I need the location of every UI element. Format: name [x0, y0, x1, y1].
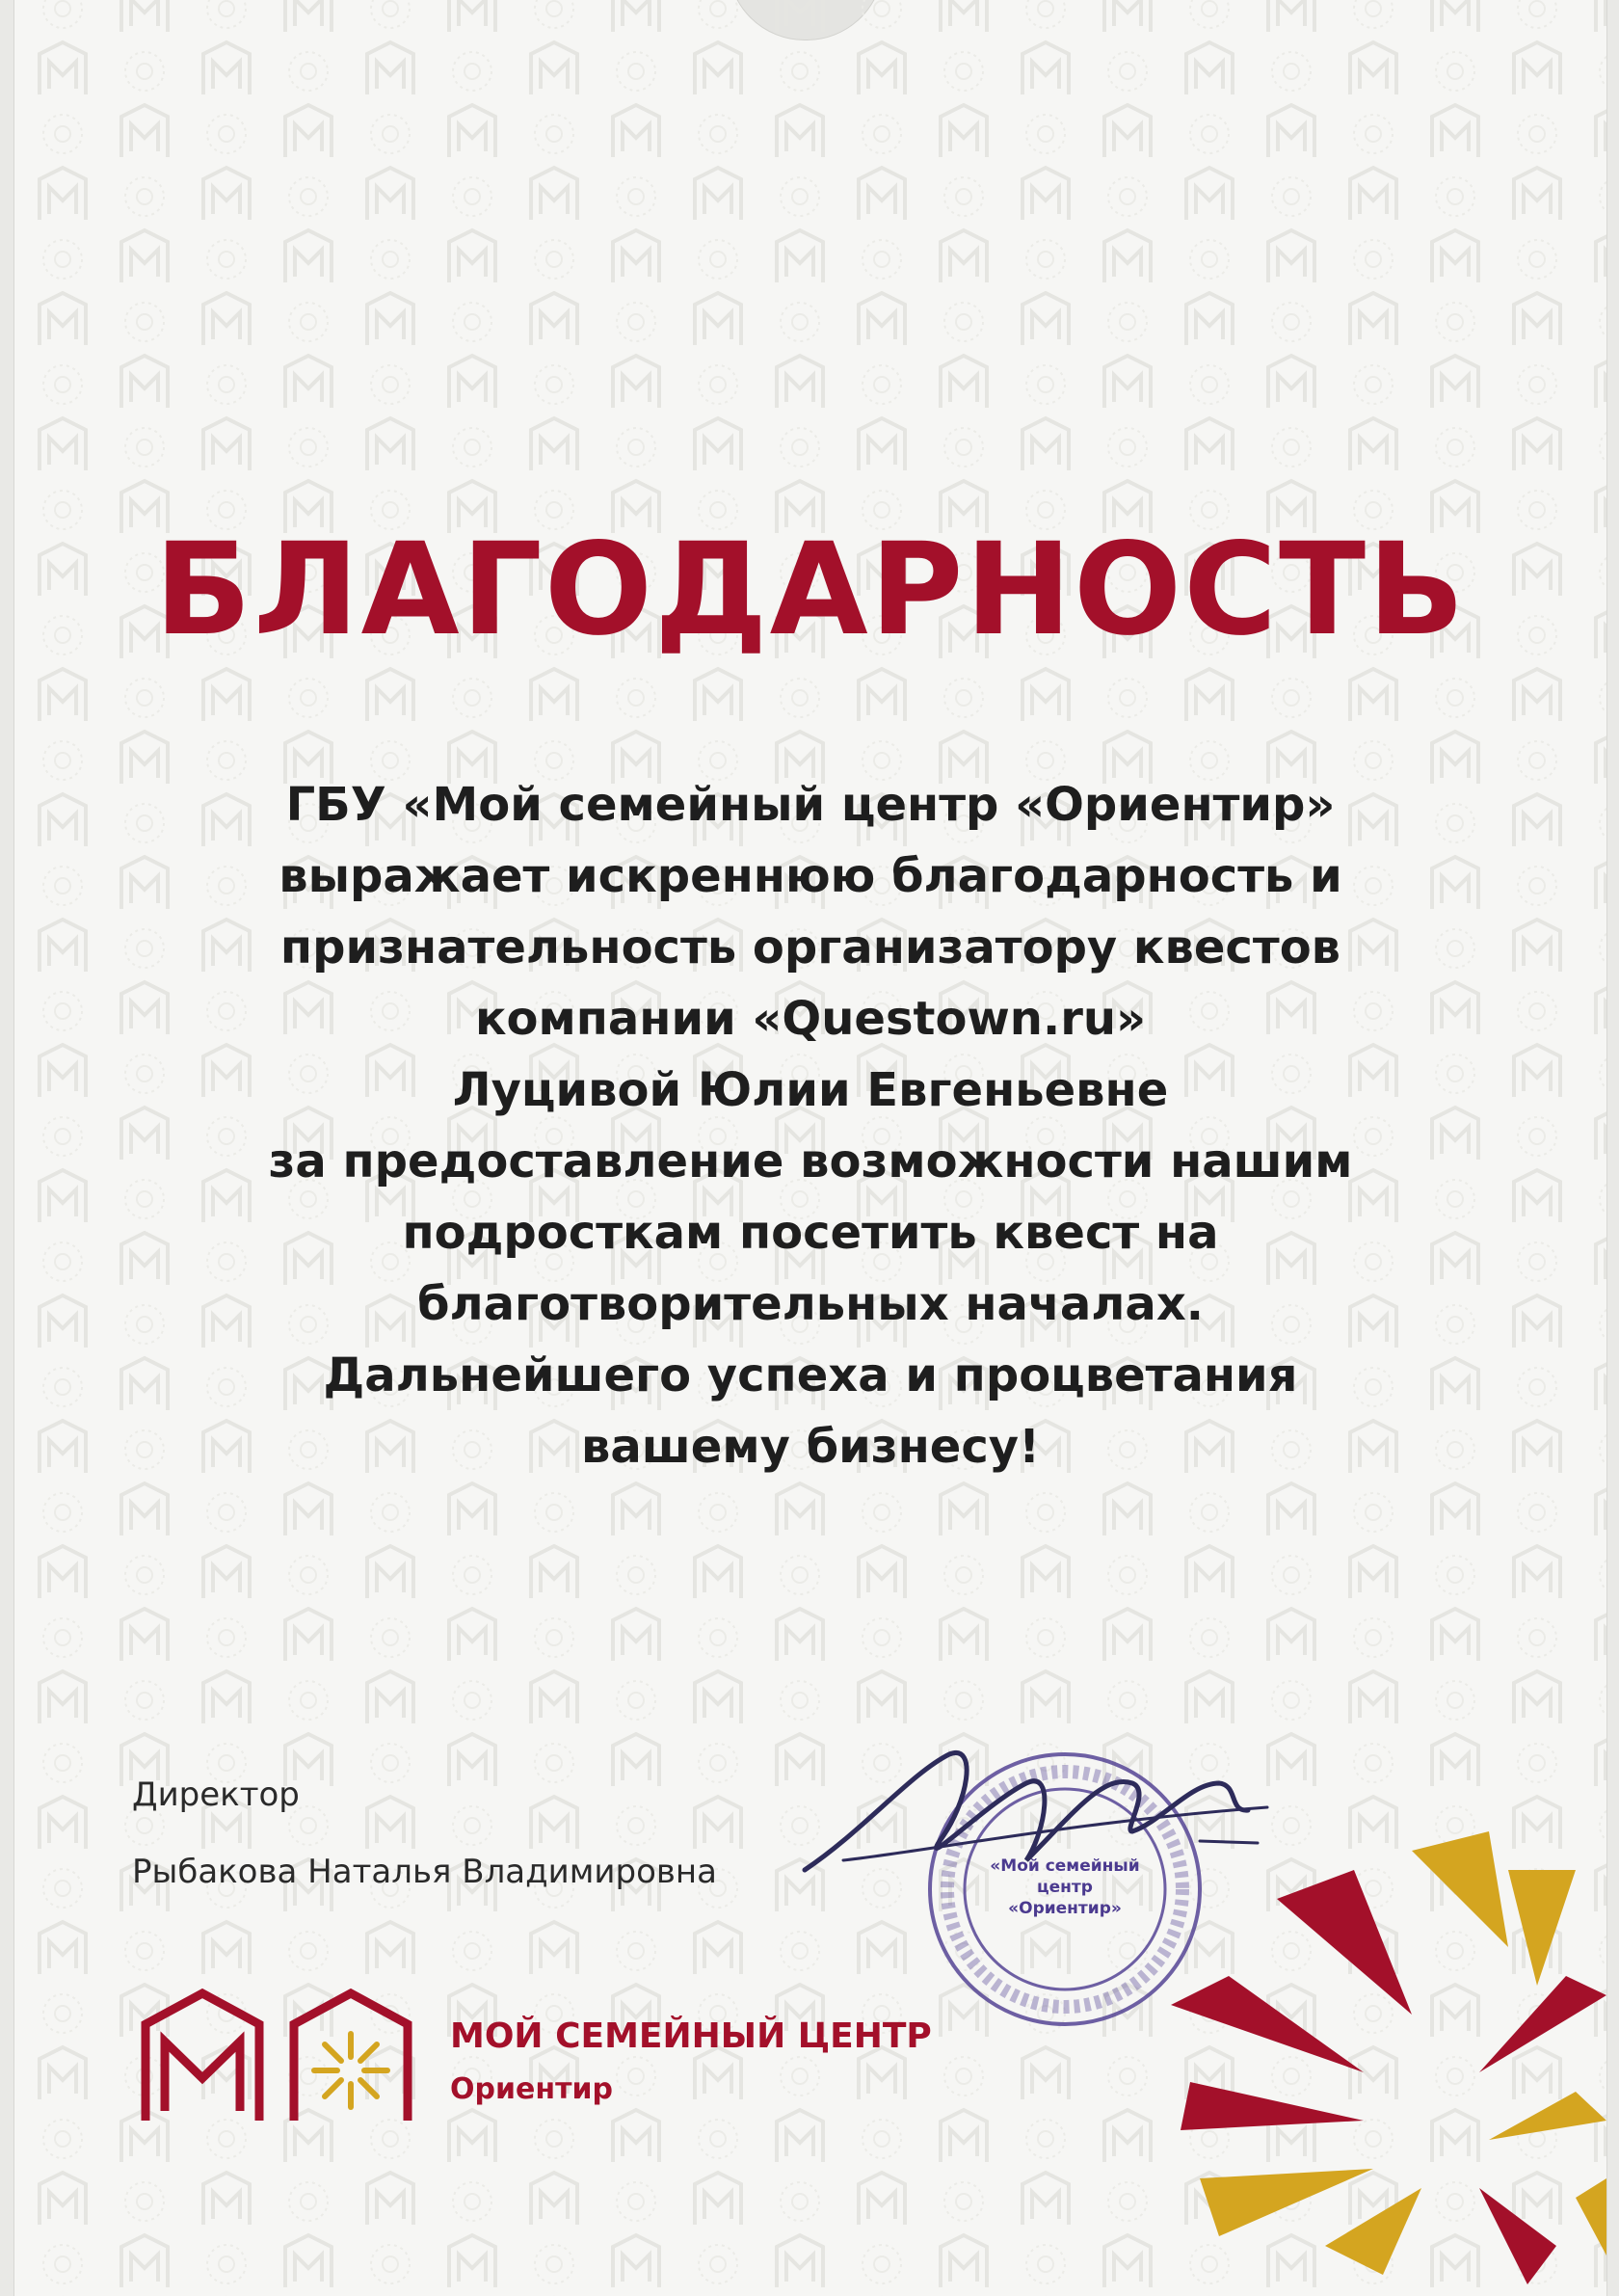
certificate-body	[159, 769, 1462, 1482]
body-line: выражает искреннюю благодарность и	[279, 849, 1342, 903]
body-line: за предоставление возможности нашим	[268, 1135, 1353, 1188]
body-line: вашему бизнесу!	[581, 1420, 1040, 1474]
certificate-title: БЛАГОДАРНОСТЬ	[154, 516, 1467, 664]
body-line: признательность организатору квестов	[279, 921, 1341, 974]
logo-name: МОЙ СЕМЕЙНЫЙ ЦЕНТР	[450, 2016, 932, 2056]
body-line: Дальнейшего успеха и процветания	[323, 1348, 1298, 1402]
stamp-line: центр	[1037, 1878, 1093, 1897]
body-line: подросткам посетить квест на	[402, 1206, 1219, 1260]
body-line: ГБУ «Мой семейный центр «Ориентир»	[285, 778, 1336, 832]
body-line: благотворительных началах.	[416, 1277, 1205, 1331]
certificate-sheet	[13, 0, 1607, 2296]
signatory-name: Рыбакова Наталья Владимировна	[132, 1853, 717, 1891]
body-line: компании «Questown.ru»	[474, 992, 1147, 1046]
orientir-logo-icon	[140, 1986, 429, 2130]
logo-subtitle: Ориентир	[450, 2072, 613, 2106]
body-line: Луцивой Юлии Евгеньевне	[452, 1063, 1169, 1117]
stamp-line: «Ориентир»	[1008, 1899, 1122, 1918]
signatory-role: Директор	[132, 1775, 300, 1814]
sunburst-decoration	[1171, 1831, 1606, 2296]
stamp-line: «Мой семейный	[990, 1856, 1140, 1876]
